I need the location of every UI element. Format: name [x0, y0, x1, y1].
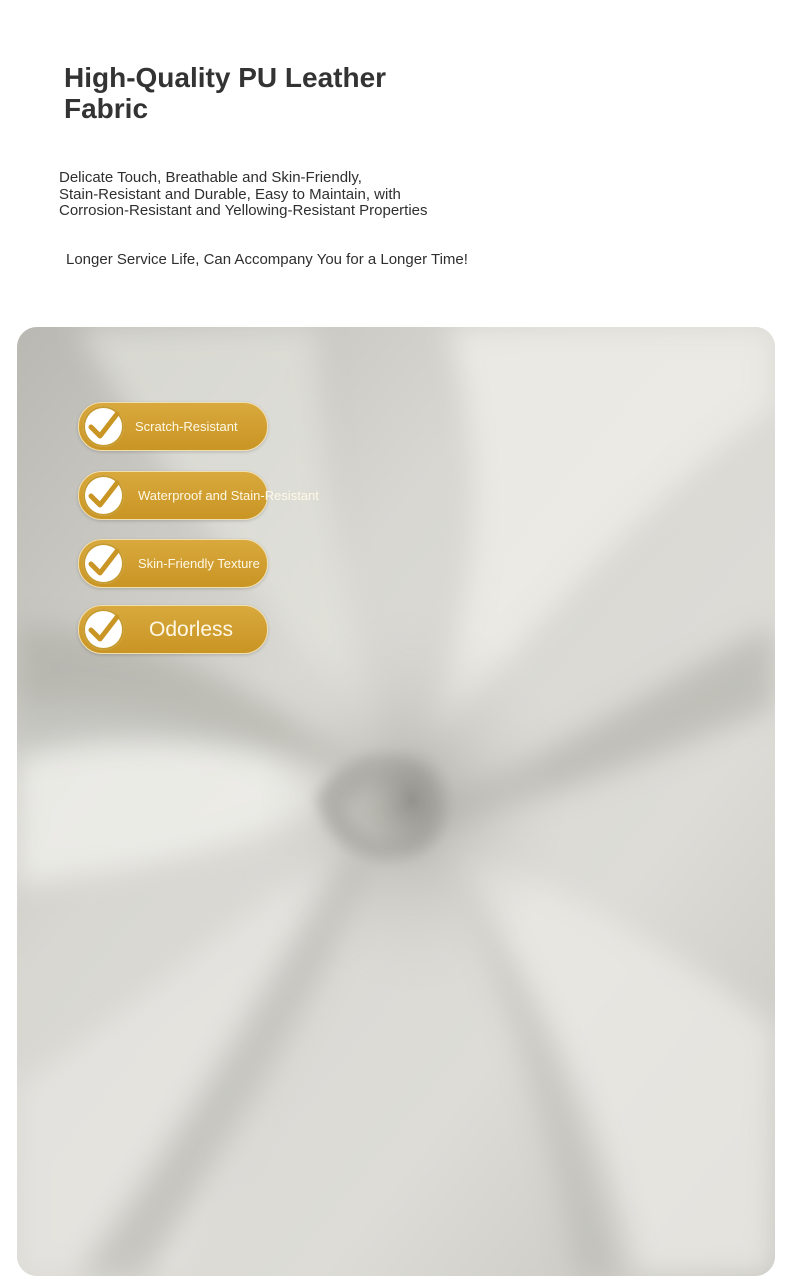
check-icon	[83, 475, 124, 516]
feature-badge-waterproof	[78, 471, 319, 520]
check-icon	[83, 609, 124, 650]
feature-badge-skin-friendly	[78, 539, 268, 588]
feature-badge-odorless	[78, 605, 268, 654]
tagline: Longer Service Life, Can Accompany You for a Longer Time!	[66, 251, 468, 268]
description-line: Stain-Resistant and Durable, Easy to Maintain, with	[59, 185, 401, 203]
description-line: Corrosion-Resistant and Yellowing-Resistant Properties	[59, 202, 428, 220]
fabric-image	[17, 327, 775, 1276]
feature-label: Skin-Friendly Texture	[138, 556, 260, 571]
leather-fabric-illustration	[17, 327, 775, 1276]
feature-label: Odorless	[149, 618, 234, 641]
feature-label: Scratch-Resistant	[135, 419, 238, 434]
check-icon	[83, 406, 124, 447]
description-line: Delicate Touch, Breathable and Skin-Friendly,	[59, 169, 362, 186]
check-icon	[83, 543, 124, 584]
page-title: High-Quality PU Leather Fabric	[64, 62, 387, 124]
product-description	[59, 170, 529, 220]
feature-label: Waterproof and Stain-Resistant	[138, 488, 319, 503]
feature-badge-scratch-resistant	[78, 402, 268, 451]
